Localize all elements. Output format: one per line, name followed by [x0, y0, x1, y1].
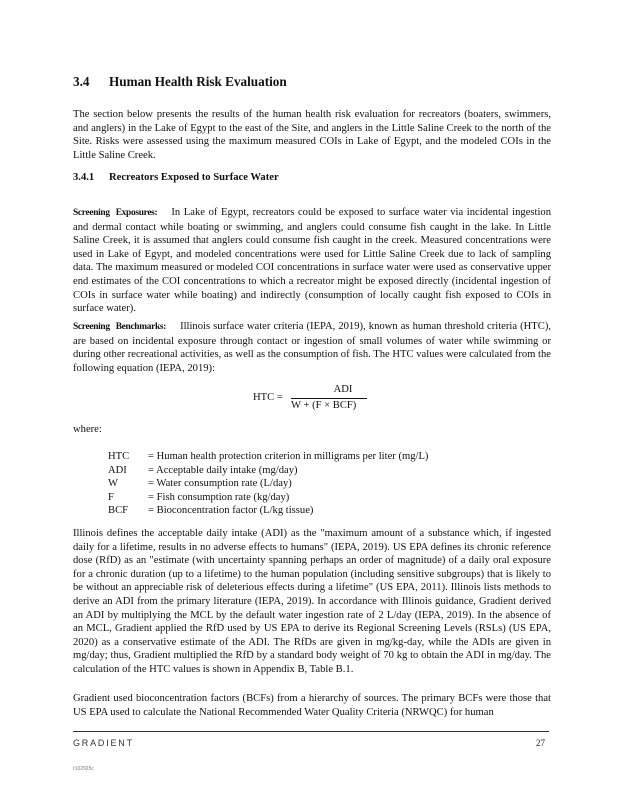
- screening-exposures-paragraph: [73, 206, 551, 316]
- subsection-number: 3.4.1: [73, 172, 95, 183]
- subsection-heading: [73, 172, 279, 183]
- bcf-paragraph: Gradient used bioconcentration factors (BCFs) from a hierarchy of sources. The primary BCFs were those that US EPA used to calculate the National Recommended Water Quality Criteria (NRWQC) for human: [73, 693, 551, 718]
- screening-exposures-run-in: Screening Exposures:: [73, 208, 158, 218]
- screening-benchmarks-paragraph: [73, 320, 551, 375]
- intro-paragraph: The section below presents the results of the human health risk evaluation for recreators (boaters, swimmers, and anglers) in the Lake of Egypt to the east of the Site, and anglers in the Little Saline Creek to the north of the Site. Risks were assessed using the maximum measured COIs in Lake of Egypt, and the modeled COIs in the Little Saline Creek.: [73, 109, 551, 161]
- page-number: 27: [536, 738, 545, 748]
- definitions-list: [108, 450, 428, 518]
- definition-row: F = Fish consumption rate (kg/day): [108, 491, 290, 503]
- equation-denominator: W + (F × BCF): [291, 400, 357, 411]
- definition-row: ADI = Acceptable daily intake (mg/day): [108, 464, 298, 476]
- where-label: where:: [73, 424, 102, 435]
- section-heading: [73, 74, 287, 90]
- adi-paragraph: Illinois defines the acceptable daily intake (ADI) as the "maximum amount of a substance which, if ingested daily for a lifetime, results in no adverse effects to humans" (IEPA, 2019). US EPA defines its chronic reference dose (RfD) as an "estimate (with uncertainty spanning perhaps an order of magnitude) of a daily oral exposure for a chronic duration (up to a lifetime) to the human population (including sensitive subgroups) that is likely to be without an appreciable risk of deleterious effects during a lifetime" (US EPA, 2011). Illinois lists methods to derive an ADI from the primary literature (IEPA, 2019). In accordance with Illinois guidance, Gradient derived an ADI by multiplying the MCL by the default water ingestion rate of 2 L/day (IEPA, 2019). In the absence of an MCL, Gradient applied the RfD used by US EPA to derive its Regional Screening Levels (RSLs) (US EPA, 2020) as a conservative estimate of the ADI. The RfDs are given in mg/kg-day, while the ADIs are given in mg/day; thus, Gradient multiplied the RfD by a standard body weight of 70 kg to obtain the ADI in mg/day. The calculation of the HTC values is shown in Appendix B, Table B.1.: [73, 528, 551, 675]
- screening-exposures-text: In Lake of Egypt, recreators could be exposed to surface water via incidental ingestion and dermal contact while boating or swimming, and anglers could consume fish caught in the lake. In Little Saline Creek, it is assumed that anglers could consume fish caught in the creek. Measured concentrations were used in Lake of Egypt, and modeled concentrations were used for Little Saline Creek due to lack of sampling data. The maximum measured or modeled COI concentrations in surface water were used as conservative upper end estimates of the COI concentrations to which a recreator might be exposed directly (incidental ingestion of COIs in surface water while boating) and indirectly (consumption of locally caught fish exposed to COIs in surface water).: [73, 207, 551, 315]
- screening-benchmarks-run-in: Screening Benchmarks:: [73, 322, 167, 332]
- definition-row: BCF = Bioconcentration factor (L/kg tissue): [108, 505, 314, 517]
- definition-row: W = Water consumption rate (L/day): [108, 478, 292, 490]
- definition-row: HTC = Human health protection criterion in milligrams per liter (mg/L): [108, 451, 429, 462]
- footer-divider: [73, 731, 549, 732]
- fraction-bar: [291, 398, 367, 399]
- section-title: Human Health Risk Evaluation: [109, 74, 287, 89]
- document-code: r102925c: [73, 766, 94, 772]
- equation-lhs: HTC =: [253, 392, 283, 403]
- subsection-title: Recreators Exposed to Surface Water: [109, 172, 279, 183]
- screening-benchmarks-text: Illinois surface water criteria (IEPA, 2019), known as human threshold criteria (HTC), are based on incidental exposure through contact or ingestion of small volumes of water while swimming or during other recreational activities, as well as the consumption of fish. The HTC values were calculated from the following equation (IEPA, 2019):: [73, 321, 551, 374]
- footer-logo: GRADIENT: [73, 738, 134, 748]
- equation-numerator: ADI: [333, 384, 353, 395]
- section-number: 3.4: [73, 74, 90, 89]
